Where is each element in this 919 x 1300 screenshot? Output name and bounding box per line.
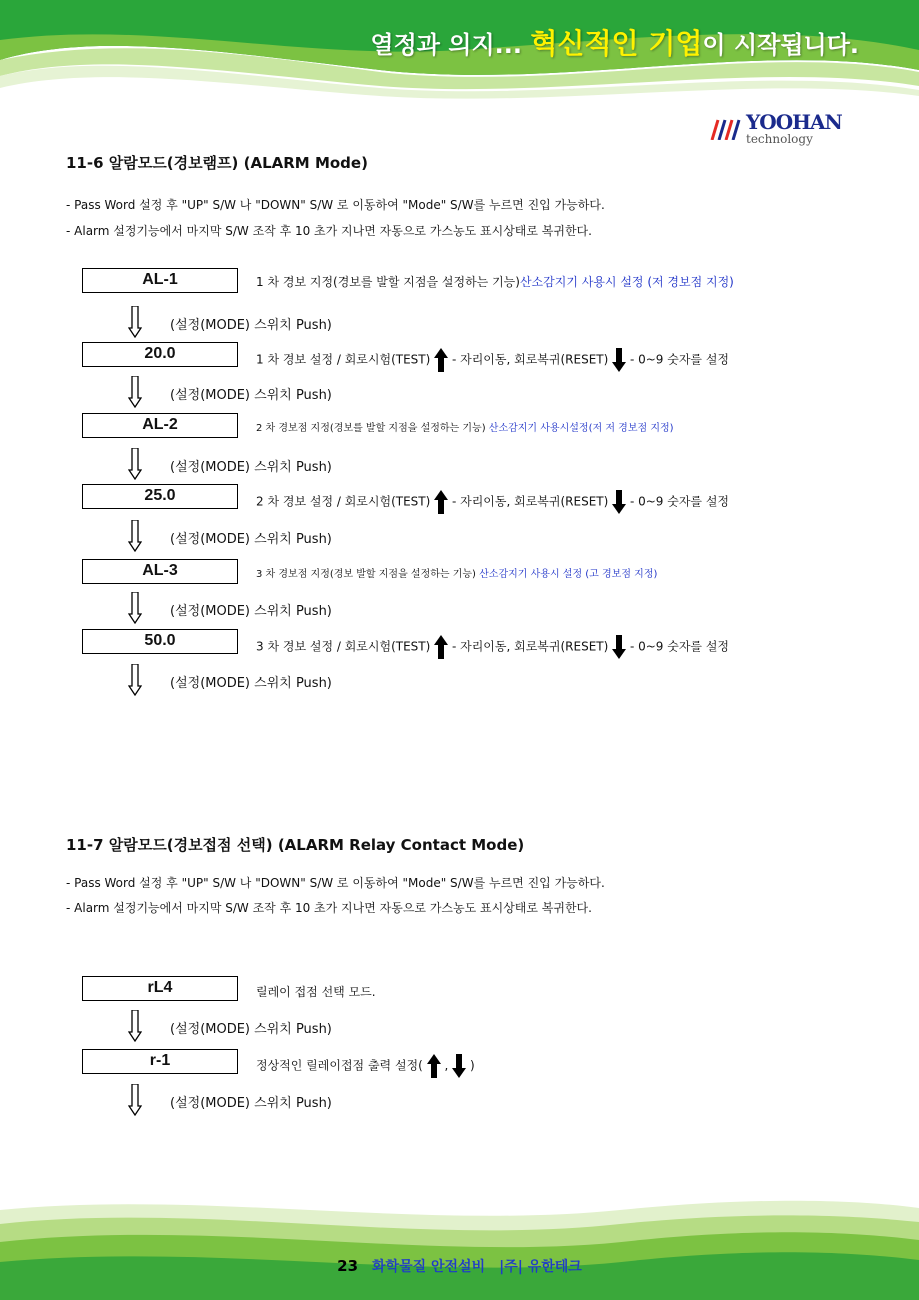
down-arrow-icon bbox=[612, 348, 626, 372]
logo-sub: technology bbox=[746, 132, 813, 146]
push-label: (설정(MODE) 스위치 Push) bbox=[170, 1096, 332, 1111]
push-label: (설정(MODE) 스위치 Push) bbox=[170, 676, 332, 691]
down-arrow-outline-icon bbox=[128, 1010, 142, 1042]
desc-text: - 0~9 숫자를 설정 bbox=[629, 352, 730, 367]
display-box-20: 20.0 bbox=[82, 342, 238, 367]
down-arrow-outline-icon bbox=[128, 448, 142, 480]
step-desc-50 bbox=[256, 635, 729, 659]
push-label: (설정(MODE) 스위치 Push) bbox=[170, 388, 332, 403]
push-label: (설정(MODE) 스위치 Push) bbox=[170, 604, 332, 619]
desc-text: - 자리이동, 회로복귀(RESET) bbox=[451, 639, 609, 654]
up-arrow-icon bbox=[434, 635, 448, 659]
desc-text: 1 차 경보 설정 / 회로시험(TEST) bbox=[256, 352, 431, 367]
desc-text: , bbox=[444, 1058, 449, 1073]
logo-stripes-icon bbox=[708, 116, 744, 140]
page-number: 23 bbox=[337, 1257, 359, 1275]
section-title-alarm-mode: 11-6 알람모드(경보램프) (ALARM Mode) bbox=[66, 154, 368, 172]
desc-text: - 0~9 숫자를 설정 bbox=[629, 639, 730, 654]
desc-blue-text: 산소감지기 사용시 설정 (고 경보점 지정) bbox=[479, 569, 658, 580]
desc-text: 정상적인 릴레이접점 출력 설정( bbox=[256, 1058, 423, 1073]
desc-blue-text: 산소감지기 사용시설정(저 저 경보점 지정) bbox=[488, 423, 674, 434]
step-desc-20 bbox=[256, 348, 729, 372]
down-arrow-outline-icon bbox=[128, 376, 142, 408]
push-label: (설정(MODE) 스위치 Push) bbox=[170, 460, 332, 475]
push-label: (설정(MODE) 스위치 Push) bbox=[170, 1022, 332, 1037]
down-arrow-outline-icon bbox=[128, 664, 142, 696]
down-arrow-outline-icon bbox=[128, 306, 142, 338]
desc-text: 2 차 경보점 지정(경보를 발할 지점을 설정하는 기능) bbox=[256, 423, 489, 434]
step-desc-25 bbox=[256, 490, 729, 514]
down-arrow-outline-icon bbox=[128, 592, 142, 624]
logo-brand: YOOHAN bbox=[746, 110, 842, 134]
down-arrow-outline-icon bbox=[128, 520, 142, 552]
slogan-pre: 열정과 의지... bbox=[370, 31, 531, 59]
footer-company: 화학물질 안전설비 bbox=[372, 1259, 486, 1275]
down-arrow-icon bbox=[612, 490, 626, 514]
footer bbox=[0, 1256, 919, 1276]
step-desc-al3 bbox=[256, 567, 657, 583]
down-arrow-icon bbox=[612, 635, 626, 659]
slogan-highlight: 혁신적인 기업 bbox=[530, 27, 703, 60]
footer-company-name: |주| 유한테크 bbox=[499, 1259, 582, 1275]
down-arrow-outline-icon bbox=[128, 1084, 142, 1116]
section-title-relay-contact: 11-7 알람모드(경보접점 선택) (ALARM Relay Contact Mode) bbox=[66, 836, 525, 854]
display-box-rl4: rL4 bbox=[82, 976, 238, 1001]
display-box-50: 50.0 bbox=[82, 629, 238, 654]
down-arrow-icon bbox=[452, 1054, 466, 1078]
display-box-r1: r-1 bbox=[82, 1049, 238, 1074]
up-arrow-icon bbox=[434, 490, 448, 514]
desc-text: - 자리이동, 회로복귀(RESET) bbox=[451, 352, 609, 367]
display-box-al2: AL-2 bbox=[82, 413, 238, 438]
slogan-post: 이 시작됩니다. bbox=[702, 31, 859, 59]
step-desc-al1 bbox=[256, 274, 734, 290]
desc-text: 3 차 경보 설정 / 회로시험(TEST) bbox=[256, 639, 431, 654]
note-3: - Pass Word 설정 후 "UP" S/W 나 "DOWN" S/W 로 이동하여 "Mode" S/W를 누르면 진입 가능하다. bbox=[66, 876, 605, 890]
desc-text: ) bbox=[469, 1058, 475, 1073]
desc-blue-text: 산소감지기 사용시 설정 (저 경보점 지정) bbox=[519, 275, 734, 289]
note-2: - Alarm 설정기능에서 마지막 S/W 조작 후 10 초가 지나면 자동으로 가스농도 표시상태로 복귀한다. bbox=[66, 224, 592, 238]
push-label: (설정(MODE) 스위치 Push) bbox=[170, 532, 332, 547]
desc-text: 1 차 경보 지정(경보를 발할 지점을 설정하는 기능) bbox=[256, 275, 520, 289]
display-box-al3: AL-3 bbox=[82, 559, 238, 584]
desc-text: 2 차 경보 설정 / 회로시험(TEST) bbox=[256, 494, 431, 509]
desc-text: - 자리이동, 회로복귀(RESET) bbox=[451, 494, 609, 509]
footer-wave-background bbox=[0, 1190, 919, 1300]
desc-text: 3 차 경보점 지정(경보 발할 지점을 설정하는 기능) bbox=[256, 569, 480, 580]
push-label: (설정(MODE) 스위치 Push) bbox=[170, 318, 332, 333]
display-box-25: 25.0 bbox=[82, 484, 238, 509]
desc-text: - 0~9 숫자를 설정 bbox=[629, 494, 730, 509]
step-desc-r1 bbox=[256, 1054, 475, 1078]
note-4: - Alarm 설정기능에서 마지막 S/W 조작 후 10 초가 지나면 자동으로 가스농도 표시상태로 복귀한다. bbox=[66, 901, 592, 915]
company-logo bbox=[708, 110, 858, 150]
step-desc-al2 bbox=[256, 421, 674, 437]
header-slogan bbox=[370, 22, 859, 62]
up-arrow-icon bbox=[427, 1054, 441, 1078]
display-box-al1: AL-1 bbox=[82, 268, 238, 293]
up-arrow-icon bbox=[434, 348, 448, 372]
step-desc-rl4: 릴레이 접점 선택 모드. bbox=[256, 985, 376, 999]
note-1: - Pass Word 설정 후 "UP" S/W 나 "DOWN" S/W 로 이동하여 "Mode" S/W를 누르면 진입 가능하다. bbox=[66, 198, 605, 212]
